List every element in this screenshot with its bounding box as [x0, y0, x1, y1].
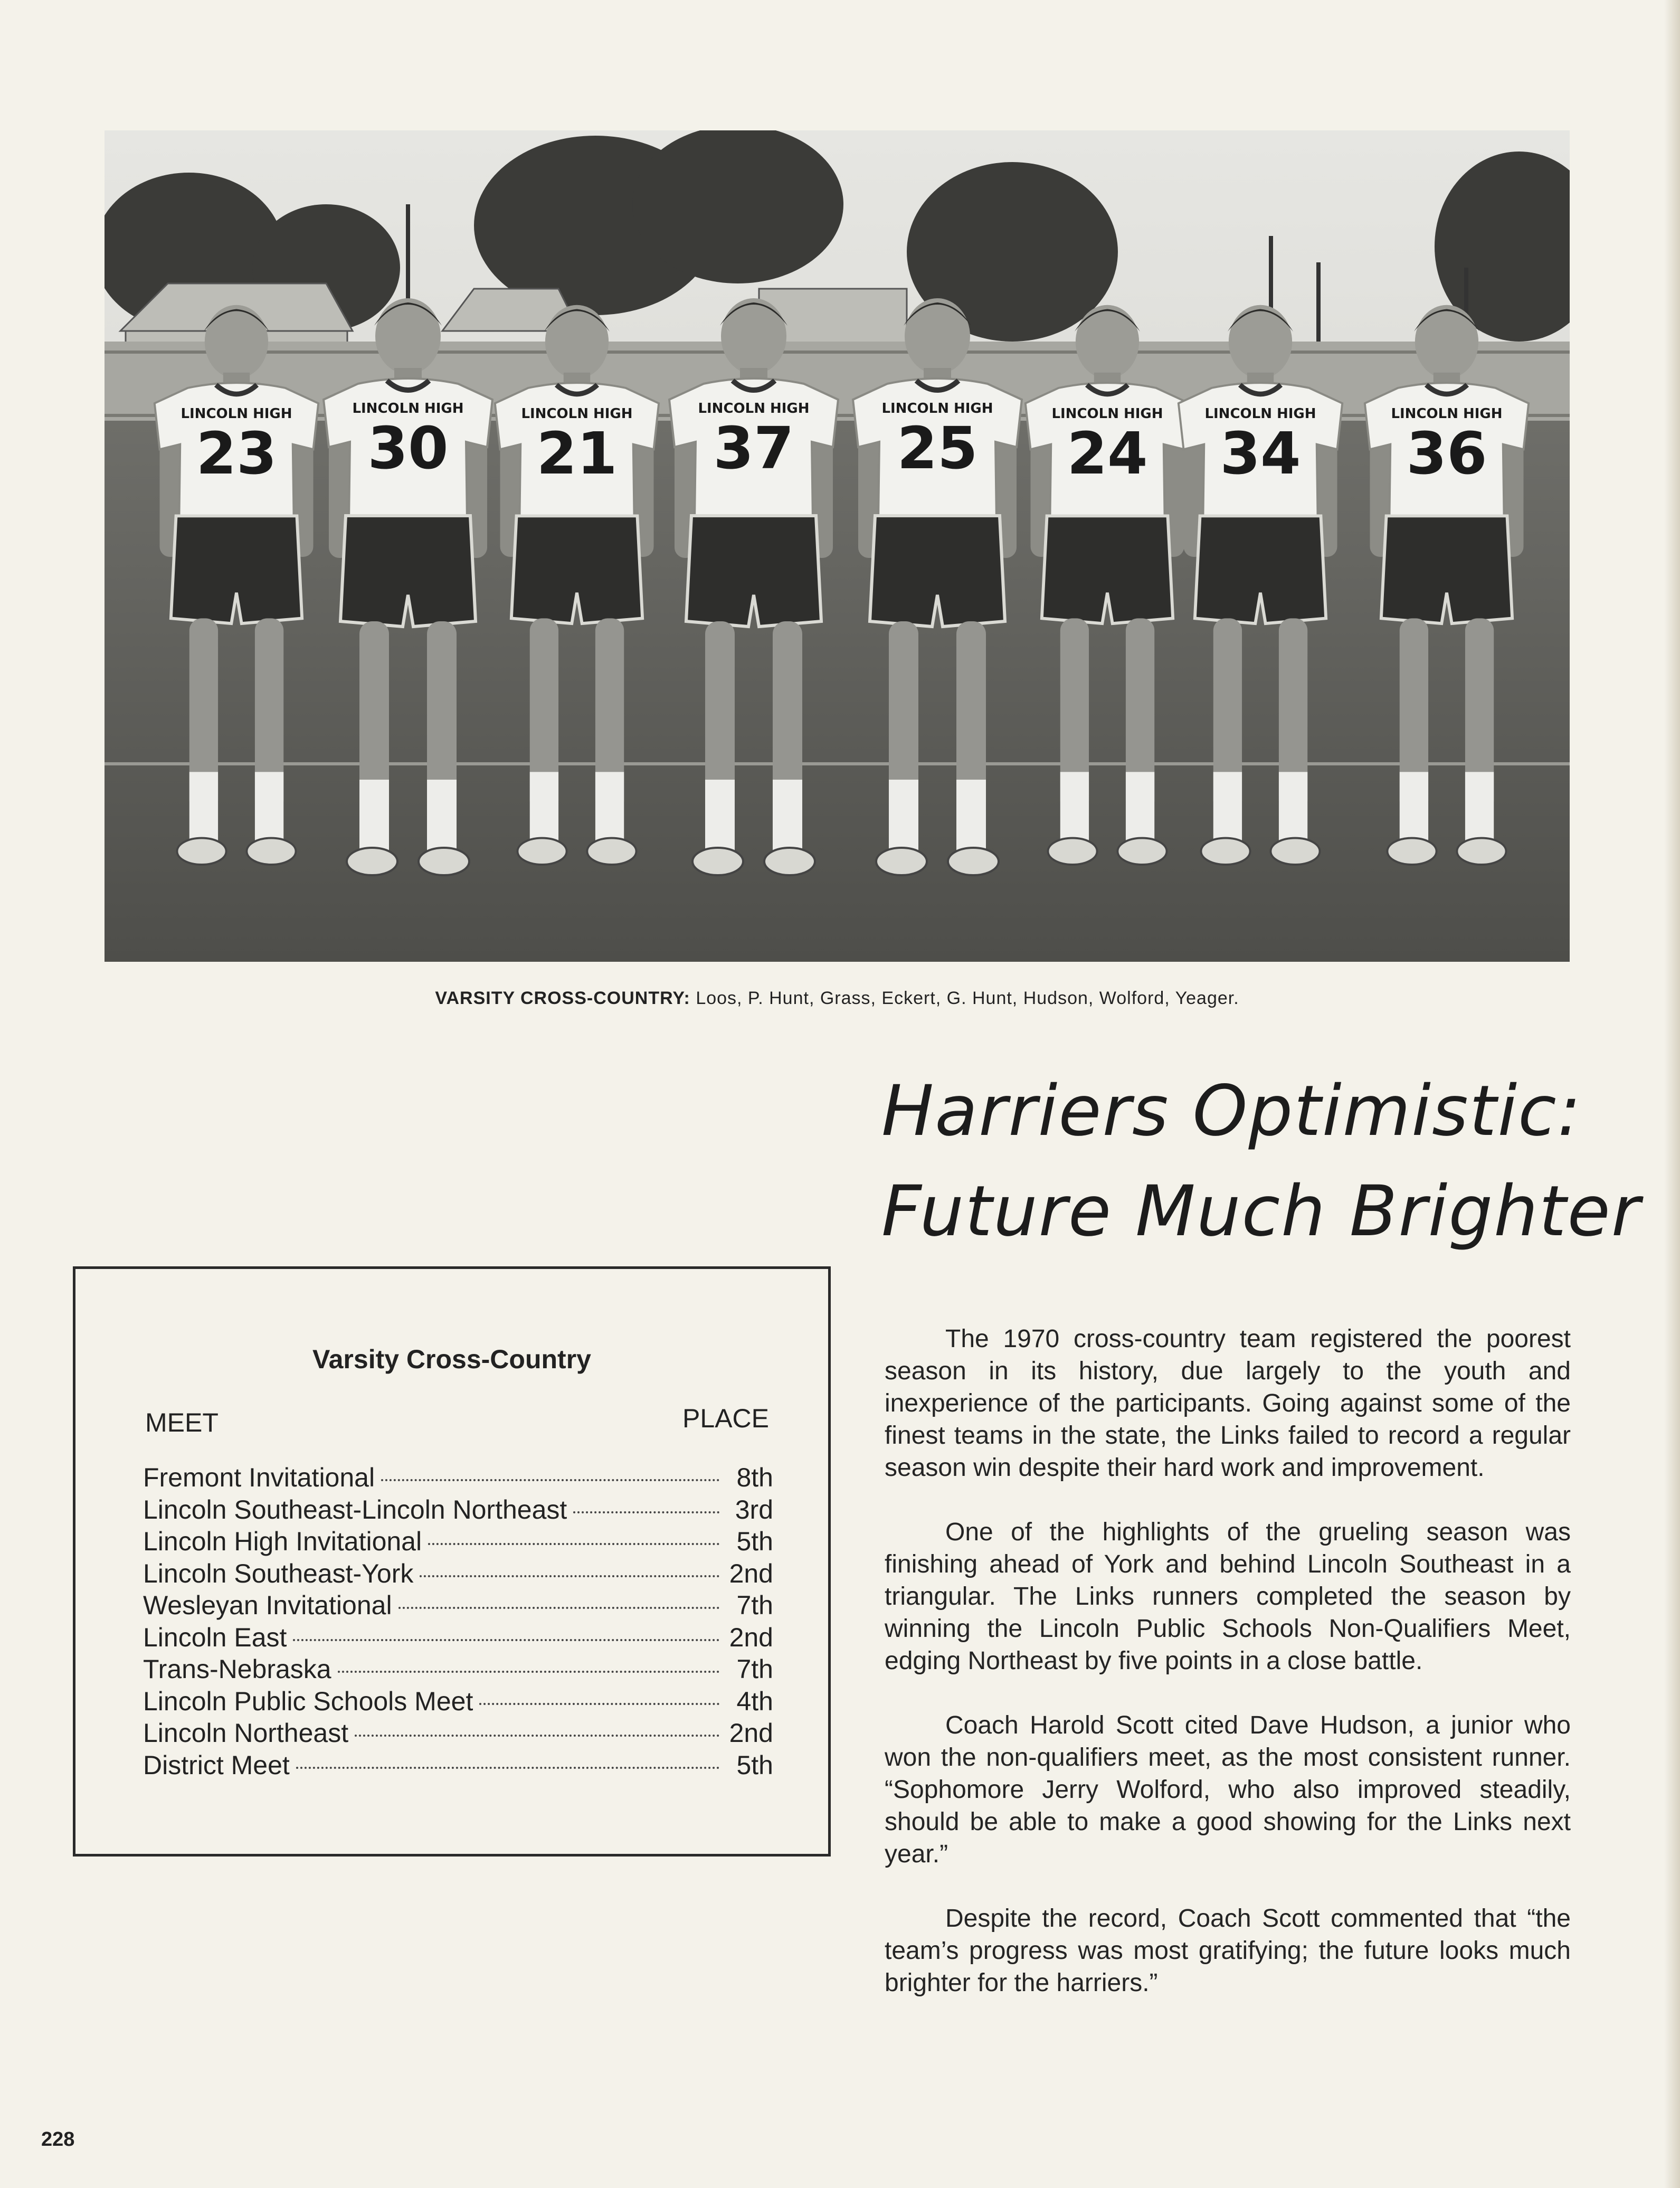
jersey-text: LINCOLN HIGH — [181, 406, 292, 422]
meet-place: 2nd — [729, 1622, 773, 1652]
photo-caption — [105, 988, 1570, 1009]
dot-leader — [428, 1543, 719, 1545]
result-row — [143, 1589, 773, 1622]
result-row — [143, 1717, 773, 1749]
dot-leader — [338, 1671, 719, 1673]
jersey-number: 23 — [196, 420, 277, 487]
dot-leader — [296, 1767, 719, 1769]
jersey-text: LINCOLN HIGH — [1391, 406, 1503, 422]
jersey-number: 37 — [713, 414, 794, 482]
dot-leader — [355, 1735, 719, 1737]
meet-place: 5th — [736, 1750, 773, 1780]
article-paragraph: The 1970 cross-country team registered the poorest season in its history, due largely to the youth and inexperience of the participants. Going against some of the finest teams in the state, the Links failed to record a regular season win despite their hard work and improvement. — [885, 1325, 1571, 1482]
result-row — [143, 1685, 773, 1718]
dot-leader — [479, 1703, 719, 1705]
dot-leader — [573, 1511, 719, 1513]
result-row — [143, 1653, 773, 1685]
meet-place: 7th — [736, 1590, 773, 1620]
page-number: 228 — [41, 2128, 75, 2151]
meet-place: 2nd — [729, 1718, 773, 1748]
page-edge — [1664, 0, 1680, 2188]
results-list — [143, 1462, 773, 1781]
meet-place: 4th — [736, 1686, 773, 1716]
caption-label: VARSITY CROSS-COUNTRY: — [435, 988, 690, 1008]
column-header-place: PLACE — [682, 1404, 769, 1433]
headline-line-2: Future Much Brighter — [881, 1171, 1641, 1252]
article-paragraph: One of the highlights of the grueling season was finishing ahead of York and behind Lincoln Southeast in a triangular. The Links runners completed the season by winning the Lincoln Public Schools Non-Qualifiers Meet, edging Northeast by five points in a close battle. — [885, 1518, 1571, 1675]
jersey-text: LINCOLN HIGH — [1204, 406, 1316, 422]
jersey-number: 30 — [367, 414, 449, 482]
jersey-number: 21 — [536, 420, 618, 487]
meet-name: Lincoln Southeast-Lincoln Northeast — [143, 1494, 567, 1524]
jersey-number: 25 — [897, 414, 978, 482]
meet-place: 3rd — [735, 1494, 773, 1524]
results-title: Varsity Cross-Country — [312, 1344, 591, 1374]
meet-name: Lincoln Northeast — [143, 1718, 349, 1748]
result-row — [143, 1622, 773, 1654]
meet-name: Fremont Invitational — [143, 1463, 375, 1492]
result-row — [143, 1494, 773, 1526]
column-header-meet: MEET — [145, 1408, 219, 1437]
meet-name: Lincoln Southeast-York — [143, 1558, 414, 1588]
jersey-number: 24 — [1067, 420, 1148, 487]
result-row — [143, 1558, 773, 1590]
meet-place: 2nd — [729, 1558, 773, 1588]
dot-leader — [398, 1607, 719, 1609]
article-body — [885, 1323, 1571, 2031]
result-row — [143, 1526, 773, 1558]
headline — [881, 1061, 1641, 1262]
meet-name: Trans-Nebraska — [143, 1654, 331, 1684]
meet-name: Lincoln Public Schools Meet — [143, 1686, 473, 1716]
meet-name: Lincoln High Invitational — [143, 1527, 422, 1556]
jersey-number: 36 — [1406, 420, 1487, 487]
meet-name: District Meet — [143, 1750, 290, 1780]
jersey-text: LINCOLN HIGH — [1051, 406, 1163, 422]
dot-leader — [293, 1639, 719, 1641]
result-row — [143, 1749, 773, 1782]
meet-name: Lincoln East — [143, 1622, 287, 1652]
dot-leader — [381, 1479, 719, 1481]
results-box — [73, 1266, 831, 1857]
meet-place: 5th — [736, 1527, 773, 1556]
caption-names: Loos, P. Hunt, Grass, Eckert, G. Hunt, Hudson, Wolford, Yeager. — [696, 988, 1239, 1008]
jersey-number: 34 — [1220, 420, 1301, 487]
article-paragraph: Despite the record, Coach Scott commented that “the team’s progress was most gratifying; the future looks much brighter for the harriers.” — [885, 1905, 1571, 1997]
meet-place: 8th — [736, 1463, 773, 1492]
jersey-text: LINCOLN HIGH — [881, 401, 993, 416]
headline-line-1: Harriers Optimistic: — [881, 1071, 1582, 1152]
jersey-text: LINCOLN HIGH — [698, 401, 810, 416]
article-paragraph: Coach Harold Scott cited Dave Hudson, a junior who won the non-qualifiers meet, as the most consistent runner. “Sophomore Jerry Wolford, who also improved steadily, should be able to make a good showing for the Links next year.” — [885, 1711, 1571, 1868]
jersey-text: LINCOLN HIGH — [521, 406, 633, 422]
jersey-text: LINCOLN HIGH — [352, 401, 464, 416]
meet-place: 7th — [736, 1654, 773, 1684]
dot-leader — [420, 1575, 719, 1577]
meet-name: Wesleyan Invitational — [143, 1590, 392, 1620]
team-photo — [105, 130, 1570, 962]
result-row — [143, 1462, 773, 1494]
